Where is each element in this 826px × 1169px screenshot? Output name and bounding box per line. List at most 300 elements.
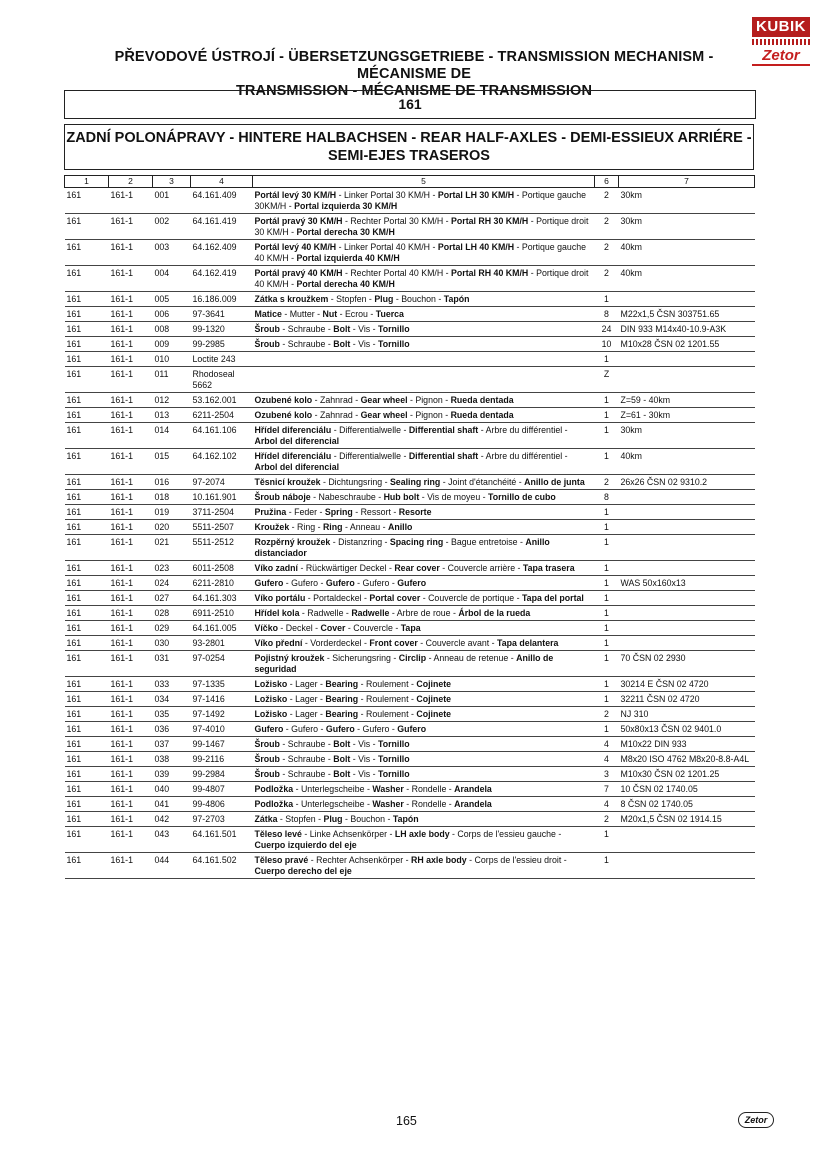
cell-col-3: 009 xyxy=(153,337,191,352)
table-row xyxy=(65,797,755,812)
description-part: Anillo de seguridad xyxy=(254,653,554,674)
note-cell xyxy=(619,561,755,576)
brand-logo xyxy=(752,17,810,71)
description-part: Spring xyxy=(324,507,353,517)
cell-col-3: 033 xyxy=(153,677,191,692)
cell-col-3: 037 xyxy=(153,737,191,752)
cell-col-4: 64.161.419 xyxy=(191,214,253,240)
table-row xyxy=(65,651,755,677)
description-part: LH axle body xyxy=(394,829,450,839)
cell-col-1: 161 xyxy=(65,651,109,677)
description-part: Portal izquierda 30 KM/H xyxy=(294,201,398,211)
note-cell: M10x30 ČSN 02 1201.25 xyxy=(619,767,755,782)
description-part: Šroub xyxy=(254,769,280,779)
description-part: - Stopfen - xyxy=(277,814,324,824)
cell-col-2: 161-1 xyxy=(109,535,153,561)
quantity-cell: 1 xyxy=(595,677,619,692)
cell-col-2: 161-1 xyxy=(109,367,153,393)
quantity-cell: 1 xyxy=(595,520,619,535)
description-part: Anillo xyxy=(387,522,413,532)
quantity-cell: 1 xyxy=(595,393,619,408)
cell-col-2: 161-1 xyxy=(109,827,153,853)
column-header: 2 xyxy=(109,176,153,188)
cell-col-2: 161-1 xyxy=(109,853,153,879)
description-cell xyxy=(253,621,595,636)
description-part: Šroub xyxy=(254,339,280,349)
cell-col-3: 004 xyxy=(153,266,191,292)
cell-col-1: 161 xyxy=(65,266,109,292)
description-part: - Bouchon - xyxy=(393,294,444,304)
description-part: Bolt xyxy=(333,739,351,749)
group-code: 161 xyxy=(64,90,756,119)
note-cell: 26x26 ČSN 02 9310.2 xyxy=(619,475,755,490)
description-part: - Rondelle - xyxy=(403,784,455,794)
description-part: - Linke Achsenkörper - xyxy=(301,829,395,839)
description-part: - Pignon - xyxy=(407,410,451,420)
cell-col-3: 031 xyxy=(153,651,191,677)
description-cell xyxy=(253,423,595,449)
note-cell: 40km xyxy=(619,449,755,475)
description-part: - Couvercle - xyxy=(345,623,401,633)
note-cell: M10x22 DIN 933 xyxy=(619,737,755,752)
cell-col-4: 97-2703 xyxy=(191,812,253,827)
cell-col-2: 161-1 xyxy=(109,475,153,490)
cell-col-1: 161 xyxy=(65,408,109,423)
cell-col-3: 013 xyxy=(153,408,191,423)
description-part: Zátka xyxy=(254,814,278,824)
cell-col-1: 161 xyxy=(65,352,109,367)
cell-col-3: 003 xyxy=(153,240,191,266)
cell-col-3: 018 xyxy=(153,490,191,505)
description-part: - Vis - xyxy=(350,754,379,764)
cell-col-2: 161-1 xyxy=(109,214,153,240)
note-cell: M8x20 ISO 4762 M8x20-8.8-A4L xyxy=(619,752,755,767)
description-cell xyxy=(253,240,595,266)
note-cell: DIN 933 M14x40-10.9-A3K xyxy=(619,322,755,337)
description-cell xyxy=(253,827,595,853)
cell-col-1: 161 xyxy=(65,636,109,651)
cell-col-1: 161 xyxy=(65,827,109,853)
section-title xyxy=(64,124,754,170)
description-cell xyxy=(253,322,595,337)
cell-col-3: 012 xyxy=(153,393,191,408)
description-part: - Gufero - xyxy=(354,724,398,734)
description-part: Ozubené kolo xyxy=(254,410,313,420)
description-part: Šroub xyxy=(254,754,280,764)
note-cell: M10x28 ČSN 02 1201.55 xyxy=(619,337,755,352)
quantity-cell: 1 xyxy=(595,535,619,561)
description-part: - Feder - xyxy=(286,507,325,517)
description-part: Zátka s kroužkem xyxy=(254,294,329,304)
description-part: Hřídel diferenciálu xyxy=(254,451,332,461)
cell-col-3: 016 xyxy=(153,475,191,490)
quantity-cell: 1 xyxy=(595,621,619,636)
table-row xyxy=(65,722,755,737)
cell-col-3: 008 xyxy=(153,322,191,337)
quantity-cell: 2 xyxy=(595,707,619,722)
cell-col-4: 64.161.501 xyxy=(191,827,253,853)
cell-col-2: 161-1 xyxy=(109,266,153,292)
cell-col-4: 64.162.102 xyxy=(191,449,253,475)
description-part: Gufero xyxy=(325,724,355,734)
description-part: Tornillo xyxy=(378,324,410,334)
description-part: Arandela xyxy=(454,799,492,809)
cell-col-1: 161 xyxy=(65,782,109,797)
cell-col-1: 161 xyxy=(65,240,109,266)
description-part: - Portique gauche 30KM/H - xyxy=(254,190,586,211)
note-cell: WAS 50x160x13 xyxy=(619,576,755,591)
description-cell xyxy=(253,449,595,475)
quantity-cell: 1 xyxy=(595,591,619,606)
description-part: Tapa trasera xyxy=(522,563,575,573)
quantity-cell: 4 xyxy=(595,737,619,752)
cell-col-4: 64.162.419 xyxy=(191,266,253,292)
cell-col-4: 99-2984 xyxy=(191,767,253,782)
description-part: Rear cover xyxy=(394,563,440,573)
cell-col-2: 161-1 xyxy=(109,188,153,214)
table-row xyxy=(65,576,755,591)
description-part: Resorte xyxy=(398,507,432,517)
description-part: Portal LH 40 KM/H xyxy=(437,242,515,252)
description-part: Těsnicí kroužek xyxy=(254,477,321,487)
cell-col-2: 161-1 xyxy=(109,767,153,782)
note-cell xyxy=(619,591,755,606)
description-part: Tuerca xyxy=(375,309,404,319)
note-cell: 10 ČSN 02 1740.05 xyxy=(619,782,755,797)
table-row xyxy=(65,266,755,292)
cell-col-1: 161 xyxy=(65,490,109,505)
cell-col-2: 161-1 xyxy=(109,490,153,505)
description-cell xyxy=(253,692,595,707)
description-part: Nut xyxy=(322,309,338,319)
table-row xyxy=(65,490,755,505)
description-part: Bearing xyxy=(325,694,359,704)
description-part: Tapa delantera xyxy=(497,638,559,648)
description-cell xyxy=(253,266,595,292)
table-row xyxy=(65,767,755,782)
description-part: Arbol del diferencial xyxy=(254,462,340,472)
description-part: Anillo de junta xyxy=(524,477,585,487)
quantity-cell: 1 xyxy=(595,606,619,621)
description-part: - Zahnrad - xyxy=(312,410,361,420)
description-part: - Dichtungsring - xyxy=(320,477,390,487)
cell-col-2: 161-1 xyxy=(109,423,153,449)
cell-col-1: 161 xyxy=(65,576,109,591)
table-row xyxy=(65,782,755,797)
description-part: - Portique droit 40 KM/H - xyxy=(254,268,589,289)
description-part: Gufero xyxy=(397,724,427,734)
description-part: Arandela xyxy=(454,784,492,794)
cell-col-2: 161-1 xyxy=(109,337,153,352)
cell-col-4: 5511-2512 xyxy=(191,535,253,561)
quantity-cell: Z xyxy=(595,367,619,393)
description-part: Těleso levé xyxy=(254,829,302,839)
description-part: Radwelle xyxy=(351,608,390,618)
table-row xyxy=(65,408,755,423)
cell-col-3: 028 xyxy=(153,606,191,621)
description-part: Tornillo xyxy=(378,739,410,749)
description-part: Tornillo xyxy=(378,754,410,764)
note-cell xyxy=(619,621,755,636)
description-part: Hřídel kola xyxy=(254,608,300,618)
cell-col-4: Rhodoseal 5662 xyxy=(191,367,253,393)
table-row xyxy=(65,520,755,535)
cell-col-3: 036 xyxy=(153,722,191,737)
description-part: Víko portálu xyxy=(254,593,306,603)
table-row xyxy=(65,423,755,449)
description-cell xyxy=(253,535,595,561)
quantity-cell: 1 xyxy=(595,292,619,307)
description-part: Plug xyxy=(374,294,394,304)
section-title-line-1: ZADNÍ POLONÁPRAVY - HINTERE HALBACHSEN - REAR HALF-AXLES - DEMI-ESSIEUX ARRIÉRE - xyxy=(66,130,752,146)
description-part: Bearing xyxy=(325,709,359,719)
description-part: Rueda dentada xyxy=(450,395,514,405)
cell-col-4: 99-1320 xyxy=(191,322,253,337)
description-cell xyxy=(253,520,595,535)
description-part: Árbol de la rueda xyxy=(458,608,531,618)
description-part: Hub bolt xyxy=(383,492,420,502)
description-part: Tornillo xyxy=(378,339,410,349)
cell-col-4: 99-4807 xyxy=(191,782,253,797)
description-part: Víko přední xyxy=(254,638,303,648)
description-part: Bearing xyxy=(325,679,359,689)
cell-col-4: 93-2801 xyxy=(191,636,253,651)
description-part: Portal RH 40 KM/H xyxy=(451,268,529,278)
cell-col-4: 6211-2504 xyxy=(191,408,253,423)
description-part: Matice xyxy=(254,309,282,319)
description-part: Portal cover xyxy=(369,593,421,603)
quantity-cell: 4 xyxy=(595,752,619,767)
description-part: - Roulement - xyxy=(358,679,417,689)
quantity-cell: 1 xyxy=(595,352,619,367)
cell-col-2: 161-1 xyxy=(109,505,153,520)
page-number: 165 xyxy=(396,1114,417,1128)
parts-table xyxy=(64,175,755,879)
description-part: Cojinete xyxy=(416,709,452,719)
description-cell xyxy=(253,707,595,722)
cell-col-3: 035 xyxy=(153,707,191,722)
description-part: - Rondelle - xyxy=(403,799,455,809)
cell-col-1: 161 xyxy=(65,621,109,636)
quantity-cell: 1 xyxy=(595,853,619,879)
note-cell xyxy=(619,292,755,307)
description-part: - Arbre de roue - xyxy=(389,608,459,618)
description-part: Differential shaft xyxy=(408,425,479,435)
cell-col-3: 030 xyxy=(153,636,191,651)
description-part: - Vis - xyxy=(350,739,379,749)
description-part: - Differentialwelle - xyxy=(331,451,409,461)
quantity-cell: 1 xyxy=(595,408,619,423)
description-part: Portal RH 30 KM/H xyxy=(451,216,529,226)
description-part: Rueda dentada xyxy=(450,410,514,420)
description-part: Tapa xyxy=(400,623,421,633)
description-part: - Vis de moyeu - xyxy=(419,492,489,502)
quantity-cell: 2 xyxy=(595,214,619,240)
cell-col-4: 6211-2810 xyxy=(191,576,253,591)
description-part: Spacing ring xyxy=(389,537,444,547)
table-row xyxy=(65,337,755,352)
table-header-row xyxy=(65,176,755,188)
description-part: - Lager - xyxy=(287,709,326,719)
description-cell xyxy=(253,490,595,505)
description-cell xyxy=(253,812,595,827)
cell-col-3: 014 xyxy=(153,423,191,449)
quantity-cell: 2 xyxy=(595,240,619,266)
description-cell xyxy=(253,636,595,651)
description-part: Bolt xyxy=(333,324,351,334)
table-row xyxy=(65,240,755,266)
note-cell xyxy=(619,352,755,367)
description-part: - Portaldeckel - xyxy=(305,593,370,603)
description-part: Front cover xyxy=(369,638,418,648)
description-part: Portál levý 30 KM/H xyxy=(254,190,337,200)
description-part: - Rückwärtiger Deckel - xyxy=(298,563,395,573)
cell-col-2: 161-1 xyxy=(109,737,153,752)
note-cell xyxy=(619,827,755,853)
description-cell xyxy=(253,214,595,240)
cell-col-3: 015 xyxy=(153,449,191,475)
cell-col-2: 161-1 xyxy=(109,707,153,722)
quantity-cell: 1 xyxy=(595,636,619,651)
note-cell: 40km xyxy=(619,240,755,266)
cell-col-4: 99-4806 xyxy=(191,797,253,812)
description-part: - Ressort - xyxy=(352,507,399,517)
description-part: - Couvercle avant - xyxy=(417,638,497,648)
description-part: - Schraube - xyxy=(279,739,334,749)
quantity-cell: 2 xyxy=(595,188,619,214)
cell-col-3: 023 xyxy=(153,561,191,576)
description-part: - Schraube - xyxy=(279,324,334,334)
table-row xyxy=(65,292,755,307)
cell-col-4: 97-2074 xyxy=(191,475,253,490)
table-row xyxy=(65,677,755,692)
description-cell xyxy=(253,752,595,767)
cell-col-3: 044 xyxy=(153,853,191,879)
cell-col-3: 010 xyxy=(153,352,191,367)
description-part: Ring xyxy=(322,522,343,532)
description-part: - Deckel - xyxy=(277,623,321,633)
quantity-cell: 3 xyxy=(595,767,619,782)
description-part: Washer xyxy=(372,784,404,794)
description-part: Rozpěrný kroužek xyxy=(254,537,331,547)
cell-col-3: 029 xyxy=(153,621,191,636)
note-cell: 40km xyxy=(619,266,755,292)
cell-col-3: 002 xyxy=(153,214,191,240)
description-part: Hřídel diferenciálu xyxy=(254,425,332,435)
description-part: - Schraube - xyxy=(279,754,334,764)
description-part: - Differentialwelle - xyxy=(331,425,409,435)
table-row xyxy=(65,827,755,853)
cell-col-1: 161 xyxy=(65,475,109,490)
cell-col-4: 6911-2510 xyxy=(191,606,253,621)
cell-col-2: 161-1 xyxy=(109,812,153,827)
table-row xyxy=(65,737,755,752)
description-cell xyxy=(253,505,595,520)
description-part: - Arbre du différentiel - xyxy=(478,425,568,435)
cell-col-2: 161-1 xyxy=(109,322,153,337)
cell-col-2: 161-1 xyxy=(109,408,153,423)
description-part: Washer xyxy=(372,799,404,809)
note-cell: M22x1,5 ČSN 303751.65 xyxy=(619,307,755,322)
cell-col-3: 005 xyxy=(153,292,191,307)
cell-col-2: 161-1 xyxy=(109,621,153,636)
description-part: Circlip xyxy=(398,653,427,663)
table-row xyxy=(65,636,755,651)
description-part: Sealing ring xyxy=(389,477,441,487)
description-part: Podložka xyxy=(254,799,294,809)
note-cell: 30km xyxy=(619,214,755,240)
cell-col-3: 038 xyxy=(153,752,191,767)
quantity-cell: 10 xyxy=(595,337,619,352)
cell-col-3: 001 xyxy=(153,188,191,214)
table-row xyxy=(65,707,755,722)
cell-col-2: 161-1 xyxy=(109,520,153,535)
cell-col-1: 161 xyxy=(65,677,109,692)
cell-col-1: 161 xyxy=(65,812,109,827)
cell-col-4: 64.161.303 xyxy=(191,591,253,606)
quantity-cell: 8 xyxy=(595,490,619,505)
description-part: - Gufero - xyxy=(283,724,326,734)
cell-col-4: 99-2985 xyxy=(191,337,253,352)
cell-col-3: 024 xyxy=(153,576,191,591)
description-cell xyxy=(253,606,595,621)
description-part: Cuerpo izquierdo del eje xyxy=(254,840,357,850)
note-cell: 70 ČSN 02 2930 xyxy=(619,651,755,677)
cell-col-4: 64.161.502 xyxy=(191,853,253,879)
description-part: - Zahnrad - xyxy=(312,395,361,405)
cell-col-2: 161-1 xyxy=(109,352,153,367)
cell-col-1: 161 xyxy=(65,535,109,561)
table-row xyxy=(65,621,755,636)
description-part: Anillo distanciador xyxy=(254,537,550,558)
cell-col-3: 020 xyxy=(153,520,191,535)
description-part: Pojistný kroužek xyxy=(254,653,325,663)
description-part: - Vis - xyxy=(350,769,379,779)
description-part: Cojinete xyxy=(416,694,452,704)
cell-col-1: 161 xyxy=(65,367,109,393)
cell-col-1: 161 xyxy=(65,337,109,352)
note-cell xyxy=(619,505,755,520)
description-part: - Corps de l'essieu gauche - xyxy=(449,829,562,839)
description-part: Ložisko xyxy=(254,694,288,704)
cell-col-4: 99-2116 xyxy=(191,752,253,767)
description-part: - Bouchon - xyxy=(342,814,393,824)
description-cell xyxy=(253,561,595,576)
table-row xyxy=(65,606,755,621)
note-cell: NJ 310 xyxy=(619,707,755,722)
description-cell xyxy=(253,737,595,752)
table-row xyxy=(65,561,755,576)
zetor-logo: Zetor xyxy=(752,48,810,66)
description-part: - Roulement - xyxy=(358,709,417,719)
description-cell xyxy=(253,853,595,879)
description-part: - Joint d'étanchéité - xyxy=(440,477,525,487)
description-part: Šroub xyxy=(254,739,280,749)
cell-col-4: 10.161.901 xyxy=(191,490,253,505)
cell-col-2: 161-1 xyxy=(109,677,153,692)
description-cell xyxy=(253,677,595,692)
description-part: - Lager - xyxy=(287,679,326,689)
description-part: Podložka xyxy=(254,784,294,794)
cell-col-2: 161-1 xyxy=(109,722,153,737)
note-cell: Z=59 - 40km xyxy=(619,393,755,408)
description-part: - Roulement - xyxy=(358,694,417,704)
note-cell xyxy=(619,636,755,651)
description-part: Tornillo de cubo xyxy=(488,492,556,502)
note-cell: 8 ČSN 02 1740.05 xyxy=(619,797,755,812)
description-part: - Ecrou - xyxy=(337,309,376,319)
cell-col-4: 5511-2507 xyxy=(191,520,253,535)
